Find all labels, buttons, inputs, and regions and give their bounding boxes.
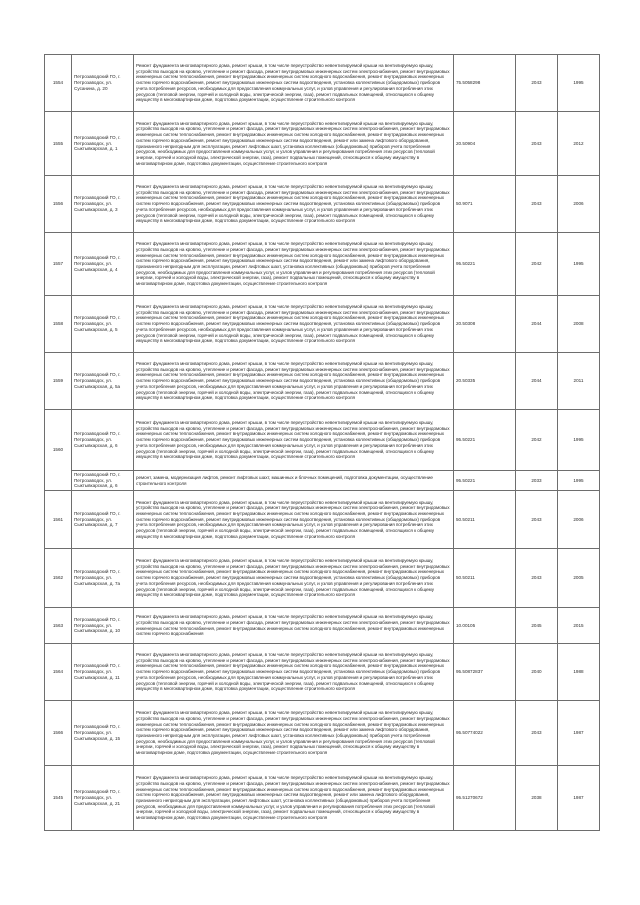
address-cell: Петрозаводский ГО, г. Петрозаводск, ул. Сыктывкарская, д. 11 bbox=[72, 644, 134, 701]
code-cell: 20.50335 bbox=[454, 353, 516, 410]
row-number: 1564 bbox=[45, 644, 72, 701]
build-year-cell: 1995 bbox=[558, 410, 600, 471]
row-number: 1555 bbox=[45, 112, 72, 176]
build-year-cell: 2006 bbox=[558, 491, 600, 549]
code-cell: 20.50904 bbox=[454, 112, 516, 176]
row-number: 1559 bbox=[45, 353, 72, 410]
code-cell: 95.50221 bbox=[454, 233, 516, 296]
works-cell: Ремонт фундамента многоквартирного дома, ремонт крыши, в том числе переустройство невентилируемой крыши на вентилируемую крышу, устройство выходов на кровлю, утепление и ремонт фасада, ремонт внутридомовых инженерных систем электроснабжения, ремонт внутридомовых инженерных систем теплоснабжения, ремонт внутридомовых инженерных систем холодного водоснабжения, ремонт внутридомовых инженерных систем горячего водоснабжения, ремонт внутридомовых инженерных систем водоотведения, установка коллективных (общедомовых) приборов учета потребления ресурсов, необходимых для предоставления коммунальных услуг, и узлов управления и регулирования потребления этих ресурсов (тепловой энергии, горячей и холодной воды, электрической энергии, газа), ремонт подвальных помещений, относящихся к общему имуществу в многоквартирном доме, подготовка документации, осуществление строительного контроля bbox=[134, 296, 454, 353]
works-cell: Ремонт фундамента многоквартирного дома, ремонт крыши, в том числе переустройство невентилируемой крыши на вентилируемую крышу, устройство выходов на кровлю, утепление и ремонт фасада, ремонт внутридомовых инженерных систем электроснабжения, ремонт внутридомовых инженерных систем теплоснабжения, ремонт внутридомовых инженерных систем холодного водоснабжения, ремонт внутридомовых инженерных систем горячего водоснабжения, ремонт внутридомовых инженерных систем водоотведения, установка коллективных (общедомовых) приборов учета потребления ресурсов, необходимых для предоставления коммунальных услуг, и узлов управления и регулирования потребления этих ресурсов (тепловой энергии, горячей и холодной воды, электрической энергии, газа), ремонт подвальных помещений, относящихся к общему имуществу в многоквартирном доме, подготовка документации, осуществление строительного контроля bbox=[134, 176, 454, 233]
row-number: 1562 bbox=[45, 549, 72, 608]
table-row bbox=[45, 55, 600, 112]
table-row bbox=[45, 608, 600, 644]
address-cell: Петрозаводский ГО, г. Петрозаводск, ул. Сыктывкарская, д. 4 bbox=[72, 233, 134, 296]
works-cell: ремонт, замена, модернизация лифтов, ремонт лифтовых шахт, машинных и блочных помещений, подготовка документации, осуществление строительного контроля bbox=[134, 471, 454, 491]
build-year-cell: 2006 bbox=[558, 176, 600, 233]
works-cell: Ремонт фундамента многоквартирного дома, ремонт крыши, в том числе переустройство невентилируемой крыши на вентилируемую крышу, устройство выходов на кровлю, утепление и ремонт фасада, ремонт внутридомовых инженерных систем электроснабжения, ремонт внутридомовых инженерных систем теплоснабжения, ремонт внутридомовых инженерных систем холодного водоснабжения, ремонт внутридомовых инженерных систем горячего водоснабжения, ремонт внутридомовых инженерных систем водоотведения, установка коллективных (общедомовых) приборов учета потребления ресурсов, необходимых для предоставления коммунальных услуг, и узлов управления и регулирования потребления этих ресурсов (тепловой энергии, горячей и холодной воды, электрической энергии, газа), ремонт подвальных помещений, относящихся к общему имуществу в многоквартирном доме, подготовка документации, осуществление строительного контроля bbox=[134, 644, 454, 701]
code-cell: 50.50211 bbox=[454, 491, 516, 549]
code-cell: 95.50221 bbox=[454, 410, 516, 471]
works-cell: Ремонт фундамента многоквартирного дома, ремонт крыши, в том числе переустройство невентилируемой крыши на вентилируемую крышу, устройство выходов на кровлю, утепление и ремонт фасада, ремонт внутридомовых инженерных систем электроснабжения, ремонт внутридомовых инженерных систем теплоснабжения, ремонт внутридомовых инженерных систем холодного водоснабжения, ремонт внутридомовых инженерных систем горячего водоснабжения, ремонт внутридомовых инженерных систем водоотведения, установка коллективных (общедомовых) приборов учета потребления ресурсов, необходимых для предоставления коммунальных услуг, и узлов управления и регулирования потребления этих ресурсов (тепловой энергии, горячей и холодной воды, электрической энергии, газа), ремонт подвальных помещений, относящихся к общему имуществу в многоквартирном доме, подготовка документации, осуществление строительного контроля bbox=[134, 55, 454, 112]
planned-year-cell: 2044 bbox=[516, 353, 558, 410]
works-cell: Ремонт фундамента многоквартирного дома, ремонт крыши, в том числе переустройство невентилируемой крыши на вентилируемую крышу, устройство выходов на кровлю, утепление и ремонт фасада, ремонт внутридомовых инженерных систем электроснабжения, ремонт внутридомовых инженерных систем теплоснабжения, ремонт внутридомовых инженерных систем холодного водоснабжения, ремонт внутридомовых инженерных систем горячего водоснабжения, ремонт внутридомовых инженерных систем водоотведения, установка коллективных (общедомовых) приборов учета потребления ресурсов, необходимых для предоставления коммунальных услуг, и узлов управления и регулирования потребления этих ресурсов (тепловой энергии, горячей и холодной воды, электрической энергии, газа), ремонт подвальных помещений, относящихся к общему имуществу в многоквартирном доме, подготовка документации, осуществление строительного контроля bbox=[134, 353, 454, 410]
planned-year-cell: 2043 bbox=[516, 112, 558, 176]
address-cell: Петрозаводский ГО, г. Петрозаводск, ул. Сыктывкарская, д. 6 bbox=[72, 471, 134, 491]
planned-year-cell: 2044 bbox=[516, 296, 558, 353]
row-number: 1561 bbox=[45, 491, 72, 549]
planned-year-cell: 2043 bbox=[516, 701, 558, 766]
works-cell: Ремонт фундамента многоквартирного дома, ремонт крыши, в том числе переустройство невентилируемой крыши на вентилируемую крышу, устройство выходов на кровлю, утепление и ремонт фасада, ремонт внутридомовых инженерных систем электроснабжения, ремонт внутридомовых инженерных систем теплоснабжения, ремонт внутридомовых инженерных систем холодного водоснабжения, ремонт внутридомовых инженерных систем горячего водоснабжения, ремонт внутридомовых инженерных систем водоотведения, установка коллективных (общедомовых) приборов учета потребления ресурсов, необходимых для предоставления коммунальных услуг, и узлов управления и регулирования потребления этих ресурсов (тепловой энергии, горячей и холодной воды, электрической энергии, газа), ремонт подвальных помещений, относящихся к общему имуществу в многоквартирном доме, подготовка документации, осуществление строительного контроля bbox=[134, 549, 454, 608]
planned-year-cell: 2042 bbox=[516, 410, 558, 471]
table-row bbox=[45, 112, 600, 176]
table-row bbox=[45, 353, 600, 410]
build-year-cell: 2011 bbox=[558, 353, 600, 410]
row-number: 1558 bbox=[45, 296, 72, 353]
build-year-cell: 1987 bbox=[558, 701, 600, 766]
table-row bbox=[45, 701, 600, 766]
works-cell: Ремонт фундамента многоквартирного дома, ремонт крыши, в том числе переустройство невентилируемой крыши на вентилируемую крышу, устройство выходов на кровлю, утепление и ремонт фасада, ремонт внутридомовых инженерных систем электроснабжения, ремонт внутридомовых инженерных систем теплоснабжения, ремонт внутридомовых инженерных систем холодного водоснабжения, ремонт внутридомовых инженерных систем горячего водоснабжения, ремонт внутридомовых инженерных систем водоотведения, ремонт или замена лифтового оборудования, признанного непригодным для эксплуатации, ремонт лифтовых шахт, установка коллективных (общедомовых) приборов учета потребления ресурсов, необходимых для предоставления коммунальных услуг, и узлов управления и регулирования потребления этих ресурсов (тепловой энергии, горячей и холодной воды, электрической энергии, газа), ремонт подвальных помещений, относящихся к общему имуществу в многоквартирном доме, подготовка документации, осуществление строительного контроля bbox=[134, 112, 454, 176]
planned-year-cell: 2038 bbox=[516, 766, 558, 831]
capital-repair-table bbox=[44, 54, 600, 831]
build-year-cell: 2008 bbox=[558, 296, 600, 353]
row-number: 1560 bbox=[45, 410, 72, 491]
code-cell: 10.00105 bbox=[454, 608, 516, 644]
address-cell: Петрозаводский ГО, г. Петрозаводск, ул. Сыктывкарская, д. 1 bbox=[72, 112, 134, 176]
row-number: 1566 bbox=[45, 701, 72, 766]
build-year-cell: 1987 bbox=[558, 766, 600, 831]
code-cell: 95.50774022 bbox=[454, 701, 516, 766]
works-cell: Ремонт фундамента многоквартирного дома, ремонт крыши, в том числе переустройство невентилируемой крыши на вентилируемую крышу, устройство выходов на кровлю, утепление и ремонт фасада, ремонт внутридомовых инженерных систем электроснабжения, ремонт внутридомовых инженерных систем теплоснабжения, ремонт внутридомовых инженерных систем холодного водоснабжения, ремонт внутридомовых инженерных систем горячего водоснабжения, ремонт внутридомовых инженерных систем водоотведения, ремонт или замена лифтового оборудования, признанного непригодным для эксплуатации, ремонт лифтовых шахт, установка коллективных (общедомовых) приборов учета потребления ресурсов, необходимых для предоставления коммунальных услуг, и узлов управления и регулирования потребления этих ресурсов (тепловой энергии, горячей и холодной воды, электрической энергии, газа), ремонт подвальных помещений, относящихся к общему имуществу в многоквартирном доме, подготовка документации, осуществление строительного контроля bbox=[134, 233, 454, 296]
planned-year-cell: 2043 bbox=[516, 55, 558, 112]
row-number: 1545 bbox=[45, 766, 72, 831]
works-cell: Ремонт фундамента многоквартирного дома, ремонт крыши, в том числе переустройство невентилируемой крыши на вентилируемую крышу, устройство выходов на кровлю, утепление и ремонт фасада, ремонт внутридомовых инженерных систем электроснабжения, ремонт внутридомовых инженерных систем теплоснабжения, ремонт внутридомовых инженерных систем холодного водоснабжения, ремонт внутридомовых инженерных систем горячего водоснабжения, ремонт внутридомовых инженерных систем водоотведения, установка коллективных (общедомовых) приборов учета потребления ресурсов, необходимых для предоставления коммунальных услуг, и узлов управления и регулирования потребления этих ресурсов (тепловой энергии, горячей и холодной воды, электрической энергии, газа), ремонт подвальных помещений, относящихся к общему имуществу в многоквартирном доме, подготовка документации, осуществление строительного контроля bbox=[134, 491, 454, 549]
row-number: 1563 bbox=[45, 608, 72, 644]
code-cell: 50.9071 bbox=[454, 176, 516, 233]
table-row bbox=[45, 766, 600, 831]
works-cell: Ремонт фундамента многоквартирного дома, ремонт крыши, в том числе переустройство невентилируемой крыши на вентилируемую крышу, устройство выходов на кровлю, утепление и ремонт фасада, ремонт внутридомовых инженерных систем электроснабжения, ремонт внутридомовых инженерных систем теплоснабжения, ремонт внутридомовых инженерных систем холодного водоснабжения, ремонт внутридомовых инженерных систем горячего водоснабжения bbox=[134, 608, 454, 644]
row-number: 1556 bbox=[45, 176, 72, 233]
planned-year-cell: 2033 bbox=[516, 471, 558, 491]
address-cell: Петрозаводский ГО, г. Петрозаводск, ул. Сыктывкарская, д. 15 bbox=[72, 701, 134, 766]
table-row bbox=[45, 644, 600, 701]
table-row bbox=[45, 491, 600, 549]
planned-year-cell: 2043 bbox=[516, 491, 558, 549]
address-cell: Петрозаводский ГО, г. Петрозаводск, ул. Сусанина, д. 20 bbox=[72, 55, 134, 112]
code-cell: 95.50221 bbox=[454, 471, 516, 491]
build-year-cell: 2015 bbox=[558, 608, 600, 644]
code-cell: 95.50872837 bbox=[454, 644, 516, 701]
table-row bbox=[45, 410, 600, 471]
build-year-cell: 1995 bbox=[558, 55, 600, 112]
row-number: 1554 bbox=[45, 55, 72, 112]
address-cell: Петрозаводский ГО, г. Петрозаводск, ул. Сыктывкарская, д. 10 bbox=[72, 608, 134, 644]
planned-year-cell: 2045 bbox=[516, 608, 558, 644]
code-cell: 50.50211 bbox=[454, 549, 516, 608]
row-number: 1557 bbox=[45, 233, 72, 296]
build-year-cell: 1995 bbox=[558, 233, 600, 296]
table-row bbox=[45, 233, 600, 296]
table-row bbox=[45, 471, 600, 491]
build-year-cell: 1988 bbox=[558, 644, 600, 701]
table-row bbox=[45, 176, 600, 233]
code-cell: 20.50308 bbox=[454, 296, 516, 353]
build-year-cell: 2005 bbox=[558, 549, 600, 608]
code-cell: 75.5058298 bbox=[454, 55, 516, 112]
planned-year-cell: 2043 bbox=[516, 549, 558, 608]
planned-year-cell: 2040 bbox=[516, 644, 558, 701]
address-cell: Петрозаводский ГО, г. Петрозаводск, ул. Сыктывкарская, д. 6 bbox=[72, 410, 134, 471]
build-year-cell: 1995 bbox=[558, 471, 600, 491]
address-cell: Петрозаводский ГО, г. Петрозаводск, ул. Сыктывкарская, д. 5а bbox=[72, 353, 134, 410]
works-cell: Ремонт фундамента многоквартирного дома, ремонт крыши, в том числе переустройство невентилируемой крыши на вентилируемую крышу, устройство выходов на кровлю, утепление и ремонт фасада, ремонт внутридомовых инженерных систем электроснабжения, ремонт внутридомовых инженерных систем теплоснабжения, ремонт внутридомовых инженерных систем холодного водоснабжения, ремонт внутридомовых инженерных систем горячего водоснабжения, ремонт внутридомовых инженерных систем водоотведения, ремонт или замена лифтового оборудования, признанного непригодным для эксплуатации, ремонт лифтовых шахт, установка коллективных (общедомовых) приборов учета потребления ресурсов, необходимых для предоставления коммунальных услуг, и узлов управления и регулирования потребления этих ресурсов (тепловой энергии, горячей и холодной воды, электрической энергии, газа), ремонт подвальных помещений, относящихся к общему имуществу в многоквартирном доме, подготовка документации, осуществление строительного контроля bbox=[134, 701, 454, 766]
address-cell: Петрозаводский ГО, г. Петрозаводск, ул. Сыктывкарская, д. 7 bbox=[72, 491, 134, 549]
address-cell: Петрозаводский ГО, г. Петрозаводск, ул. Сыктывкарская, д. 5 bbox=[72, 296, 134, 353]
address-cell: Петрозаводский ГО, г. Петрозаводск, ул. Сыктывкарская, д. 21 bbox=[72, 766, 134, 831]
planned-year-cell: 2042 bbox=[516, 233, 558, 296]
works-cell: Ремонт фундамента многоквартирного дома, ремонт крыши, в том числе переустройство невентилируемой крыши на вентилируемую крышу, устройство выходов на кровлю, утепление и ремонт фасада, ремонт внутридомовых инженерных систем электроснабжения, ремонт внутридомовых инженерных систем теплоснабжения, ремонт внутридомовых инженерных систем холодного водоснабжения, ремонт внутридомовых инженерных систем горячего водоснабжения, ремонт внутридомовых инженерных систем водоотведения, установка коллективных (общедомовых) приборов учета потребления ресурсов, необходимых для предоставления коммунальных услуг, и узлов управления и регулирования потребления этих ресурсов (тепловой энергии, горячей и холодной воды, электрической энергии, газа), ремонт подвальных помещений, относящихся к общему имуществу в многоквартирном доме, подготовка документации, осуществление строительного контроля bbox=[134, 410, 454, 471]
code-cell: 95.51270672 bbox=[454, 766, 516, 831]
table-row bbox=[45, 549, 600, 608]
table-row bbox=[45, 296, 600, 353]
planned-year-cell: 2043 bbox=[516, 176, 558, 233]
address-cell: Петрозаводский ГО, г. Петрозаводск, ул. Сыктывкарская, д. 7а bbox=[72, 549, 134, 608]
address-cell: Петрозаводский ГО, г. Петрозаводск, ул. Сыктывкарская, д. 3 bbox=[72, 176, 134, 233]
build-year-cell: 2012 bbox=[558, 112, 600, 176]
works-cell: Ремонт фундамента многоквартирного дома, ремонт крыши, в том числе переустройство невентилируемой крыши на вентилируемую крышу, устройство выходов на кровлю, утепление и ремонт фасада, ремонт внутридомовых инженерных систем электроснабжения, ремонт внутридомовых инженерных систем теплоснабжения, ремонт внутридомовых инженерных систем холодного водоснабжения, ремонт внутридомовых инженерных систем горячего водоснабжения, ремонт внутридомовых инженерных систем водоотведения, ремонт или замена лифтового оборудования, признанного непригодным для эксплуатации, ремонт лифтовых шахт, установка коллективных (общедомовых) приборов учета потребления ресурсов, необходимых для предоставления коммунальных услуг, и узлов управления и регулирования потребления этих ресурсов (тепловой энергии, горячей и холодной воды, электрической энергии, газа), ремонт подвальных помещений, относящихся к общему имуществу в многоквартирном доме, подготовка документации, осуществление строительного контроля bbox=[134, 766, 454, 831]
